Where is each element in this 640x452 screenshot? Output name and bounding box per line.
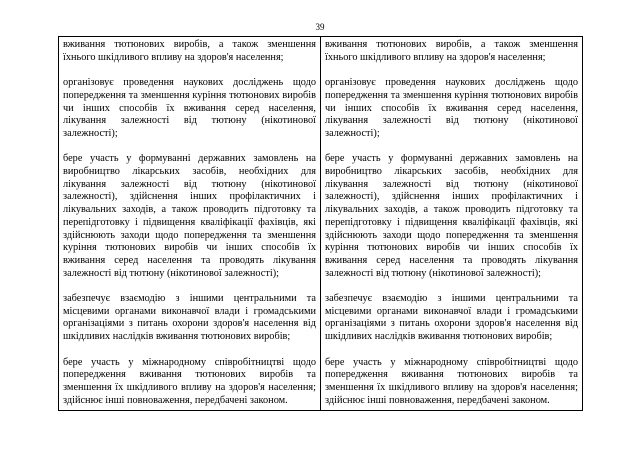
right-paragraph-2: організовує проведення наукових досліджень щодо попередження та зменшення куріння тютюнових виробів чи інших способів їх вживання серед населення, лікування залежності від тютюну (нікотинової залежності);: [325, 77, 578, 139]
left-paragraph-2: організовує проведення наукових досліджень щодо попередження та зменшення куріння тютюнових виробів чи інших способів їх вживання серед населення, лікування залежності від тютюну (нікотинової залежності);: [63, 77, 316, 139]
left-paragraph-3: бере участь у формуванні державних замовлень на виробництво лікарських засобів, необхідних для лікування залежності від тютюну (нікотинової залежності), здійснення інших профілактичних і лікувальних заходів, а також проводить підготовку та перепідготовку і підвищення кваліфікації фахівців, які здійснюють заходи щодо попередження та зменшення куріння тютюнових виробів чи інших способів їх вживання серед населення та проводять лікування залежності від тютюну (нікотинової залежності);: [63, 153, 316, 279]
table-row: [59, 37, 583, 411]
comparison-table: [58, 36, 583, 411]
right-paragraph-4: забезпечує взаємодію з іншими центральними та місцевими органами виконавчої влади і громадськими організаціями з питань охорони здоров'я населення від шкідливих наслідків вживання тютюнових виробів;: [325, 293, 578, 343]
right-column-cell: [321, 37, 583, 411]
left-column-cell: [59, 37, 321, 411]
page-number: 39: [315, 22, 325, 32]
left-paragraph-4: забезпечує взаємодію з іншими центральними та місцевими органами виконавчої влади і громадськими організаціями з питань охорони здоров'я населення від шкідливих наслідків вживання тютюнових виробів;: [63, 293, 316, 343]
left-paragraph-5: бере участь у міжнародному співробітництві щодо попередження вживання тютюнових виробів та зменшення їх шкідливого впливу на здоров'я населення; здійснює інші повноваження, передбачені законом.: [63, 356, 316, 406]
right-paragraph-3: бере участь у формуванні державних замовлень на виробництво лікарських засобів, необхідних для лікування залежності від тютюну (нікотинової залежності), здійснення інших профілактичних і лікувальних заходів, а також проводить підготовку та перепідготовку і підвищення кваліфікації фахівців, які здійснюють заходи щодо попередження та зменшення куріння тютюнових виробів чи інших способів їх вживання серед населення та проводять лікування залежності від тютюну (нікотинової залежності);: [325, 153, 578, 279]
left-paragraph-1: вживання тютюнових виробів, а також зменшення їхнього шкідливого впливу на здоров'я населення;: [63, 39, 316, 63]
right-paragraph-1: вживання тютюнових виробів, а також зменшення їхнього шкідливого впливу на здоров'я населення;: [325, 39, 578, 63]
right-paragraph-5: бере участь у міжнародному співробітництві щодо попередження вживання тютюнових виробів та зменшення їх шкідливого впливу на здоров'я населення; здійснює інші повноваження, передбачені законом.: [325, 356, 578, 406]
